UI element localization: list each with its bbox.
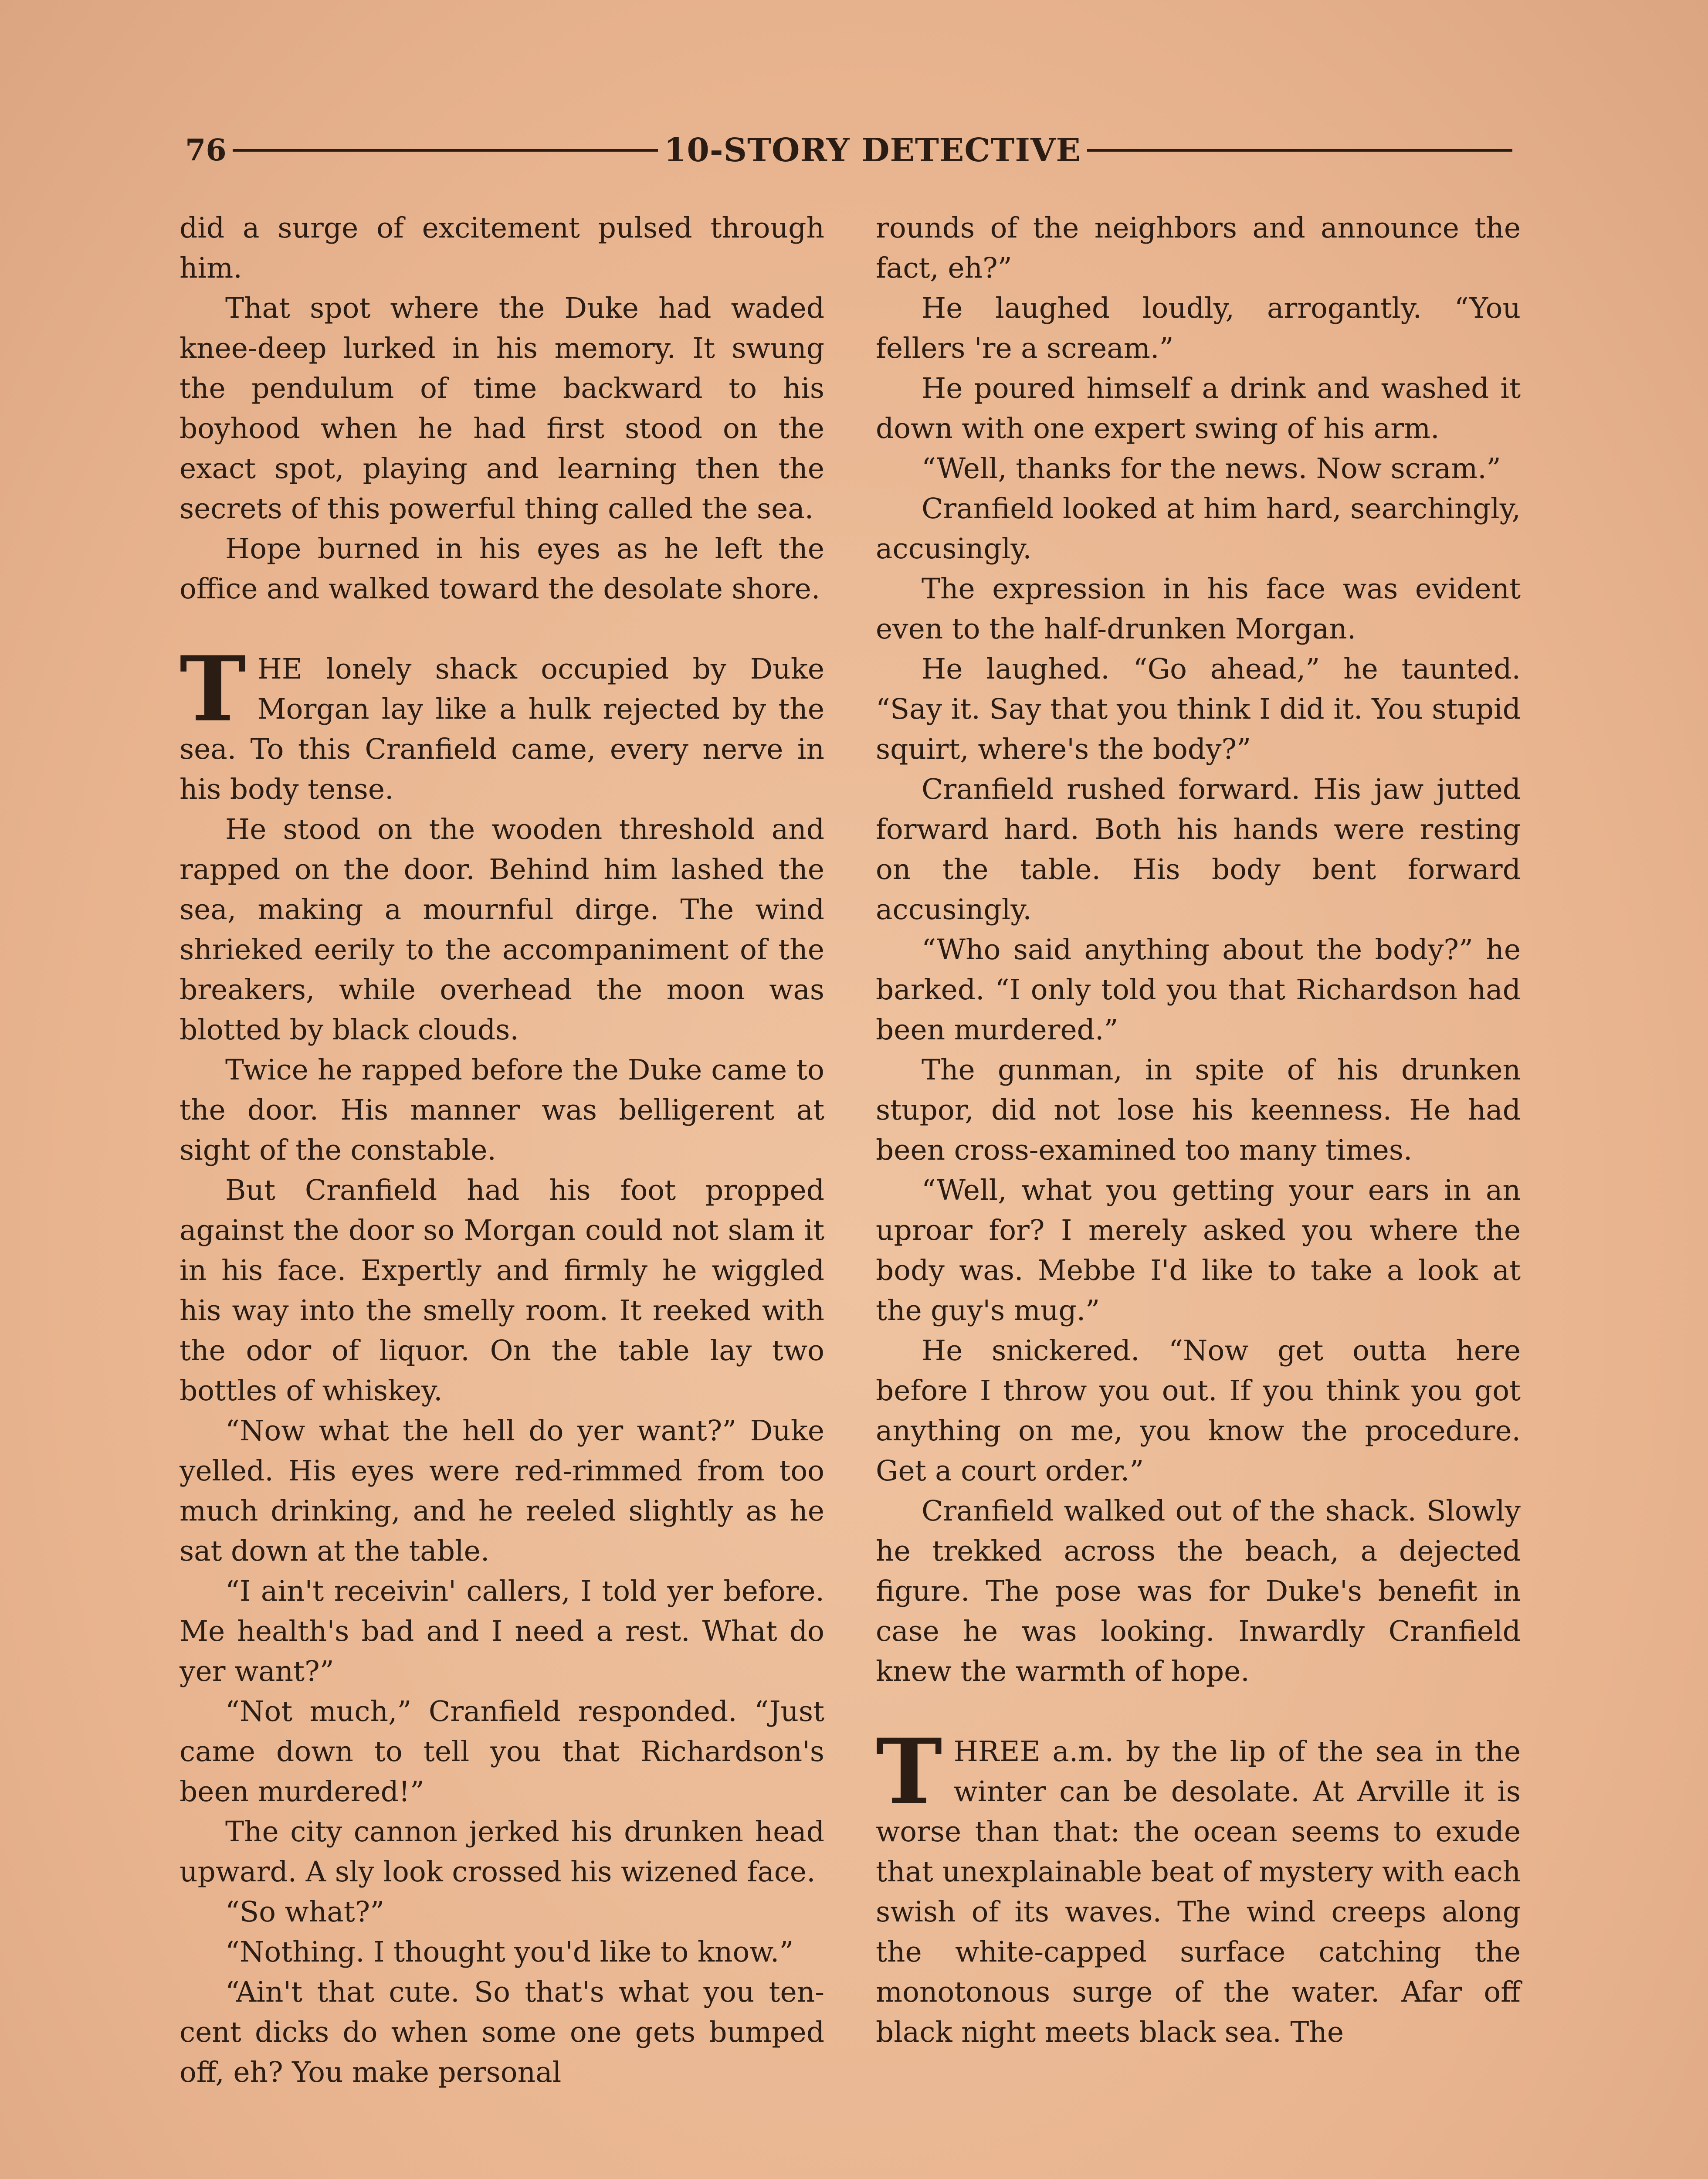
paragraph: The city cannon jerked his drunken head upward. A sly look crossed his wizened face. <box>180 1816 824 1888</box>
paragraph: Cranfield looked at him hard, searchingly, accusingly. <box>876 492 1521 565</box>
header-rule-right <box>1087 149 1512 152</box>
paragraph: Hope burned in his eyes as he left the office and walked toward the desolate shore. <box>180 533 824 605</box>
paragraph: “Nothing. I thought you'd like to know.” <box>225 1936 794 1969</box>
magazine-title: 10-STORY DETECTIVE <box>664 132 1081 169</box>
paragraph: He laughed loudly, arrogantly. “You fellers 're a scream.” <box>876 292 1521 365</box>
paragraph-text: HE lonely shack occupied by Duke Morgan lay like a hulk rejected by the sea. To this Cranfield came, every nerve in his body tense. <box>180 653 824 806</box>
paragraph: Cranfield walked out of the shack. Slowly he trekked across the beach, a dejected figure. The pose was for Duke's benefit in case he was looking. Inwardly Cranfield knew the warmth of hope. <box>876 1495 1521 1688</box>
page-number: 76 <box>185 133 227 168</box>
paragraph: Twice he rapped before the Duke came to the door. His manner was belligerent at sight of the constable. <box>180 1054 824 1167</box>
left-column <box>180 208 824 2179</box>
paragraph: But Cranfield had his foot propped against the door so Morgan could not slam it in his face. Expertly and firmly he wiggled his way into the smelly room. It reeked with the odor of liquor. On the table lay two bottles of whiskey. <box>180 1174 824 1407</box>
paragraph: “I ain't receivin' callers, I told yer before. Me health's bad and I need a rest. What do yer want?” <box>180 1575 824 1688</box>
paragraph: rounds of the neighbors and announce the fact, eh?” <box>876 212 1521 285</box>
paragraph: Cranfield rushed forward. His jaw jutted forward hard. Both his hands were resting on the table. His body bent forward accusingly. <box>876 773 1521 926</box>
header-rule-left <box>233 149 658 152</box>
paragraph-text: HREE a.m. by the lip of the sea in the winter can be desolate. At Arville it is worse than that: the ocean seems to exude that unexplainable beat of mystery with each swish of its waves. The wind creeps along the white-capped surface catching the monotonous surge of the water. Afar off black night meets black sea. The <box>876 1735 1521 2049</box>
paragraph: “Who said anything about the body?” he barked. “I only told you that Richardson had been murdered.” <box>876 933 1521 1046</box>
paragraph: “Ain't that cute. So that's what you ten-cent dicks do when some one gets bumped off, eh? You make personal <box>180 1976 824 2089</box>
section-opening-paragraph <box>876 1720 1521 2053</box>
paragraph: The gunman, in spite of his drunken stupor, did not lose his keenness. He had been cross-examined too many times. <box>876 1054 1521 1167</box>
right-column <box>876 208 1521 2179</box>
paragraph: He stood on the wooden threshold and rapped on the door. Behind him lashed the sea, making a mournful dirge. The wind shrieked eerily to the accompaniment of the breakers, while overhead the moon was blotted by black clouds. <box>180 813 824 1046</box>
paragraph: did a surge of excitement pulsed through him. <box>180 212 824 285</box>
paragraph: That spot where the Duke had waded knee-deep lurked in his memory. It swung the pendulum of time backward to his boyhood when he had first stood on the exact spot, playing and learning then the secrets of this powerful thing called the sea. <box>180 292 824 525</box>
drop-cap: T <box>180 637 246 742</box>
paragraph: The expression in his face was evident even to the half-drunken Morgan. <box>876 573 1521 645</box>
paragraph: “Not much,” Cranfield responded. “Just came down to tell you that Richardson's been murdered!” <box>180 1695 824 1808</box>
section-opening-paragraph <box>180 637 824 810</box>
paragraph: “Well, what you getting your ears in an uproar for? I merely asked you where the body was. Mebbe I'd like to take a look at the guy's mug.” <box>876 1174 1521 1327</box>
running-header <box>185 131 1518 170</box>
paragraph: He poured himself a drink and washed it down with one expert swing of his arm. <box>876 372 1521 445</box>
paragraph: He laughed. “Go ahead,” he taunted. “Say it. Say that you think I did it. You stupid squirt, where's the body?” <box>876 653 1521 766</box>
paragraph: “Now what the hell do yer want?” Duke yelled. His eyes were red-rimmed from too much drinking, and he reeled slightly as he sat down at the table. <box>180 1415 824 1568</box>
paragraph: “Well, thanks for the news. Now scram.” <box>922 452 1501 485</box>
paragraph: “So what?” <box>225 1896 385 1928</box>
drop-cap: T <box>876 1720 942 1824</box>
paragraph: He snickered. “Now get outta here before I throw you out. If you think you got anything on me, you know the procedure. Get a court order.” <box>876 1334 1521 1487</box>
